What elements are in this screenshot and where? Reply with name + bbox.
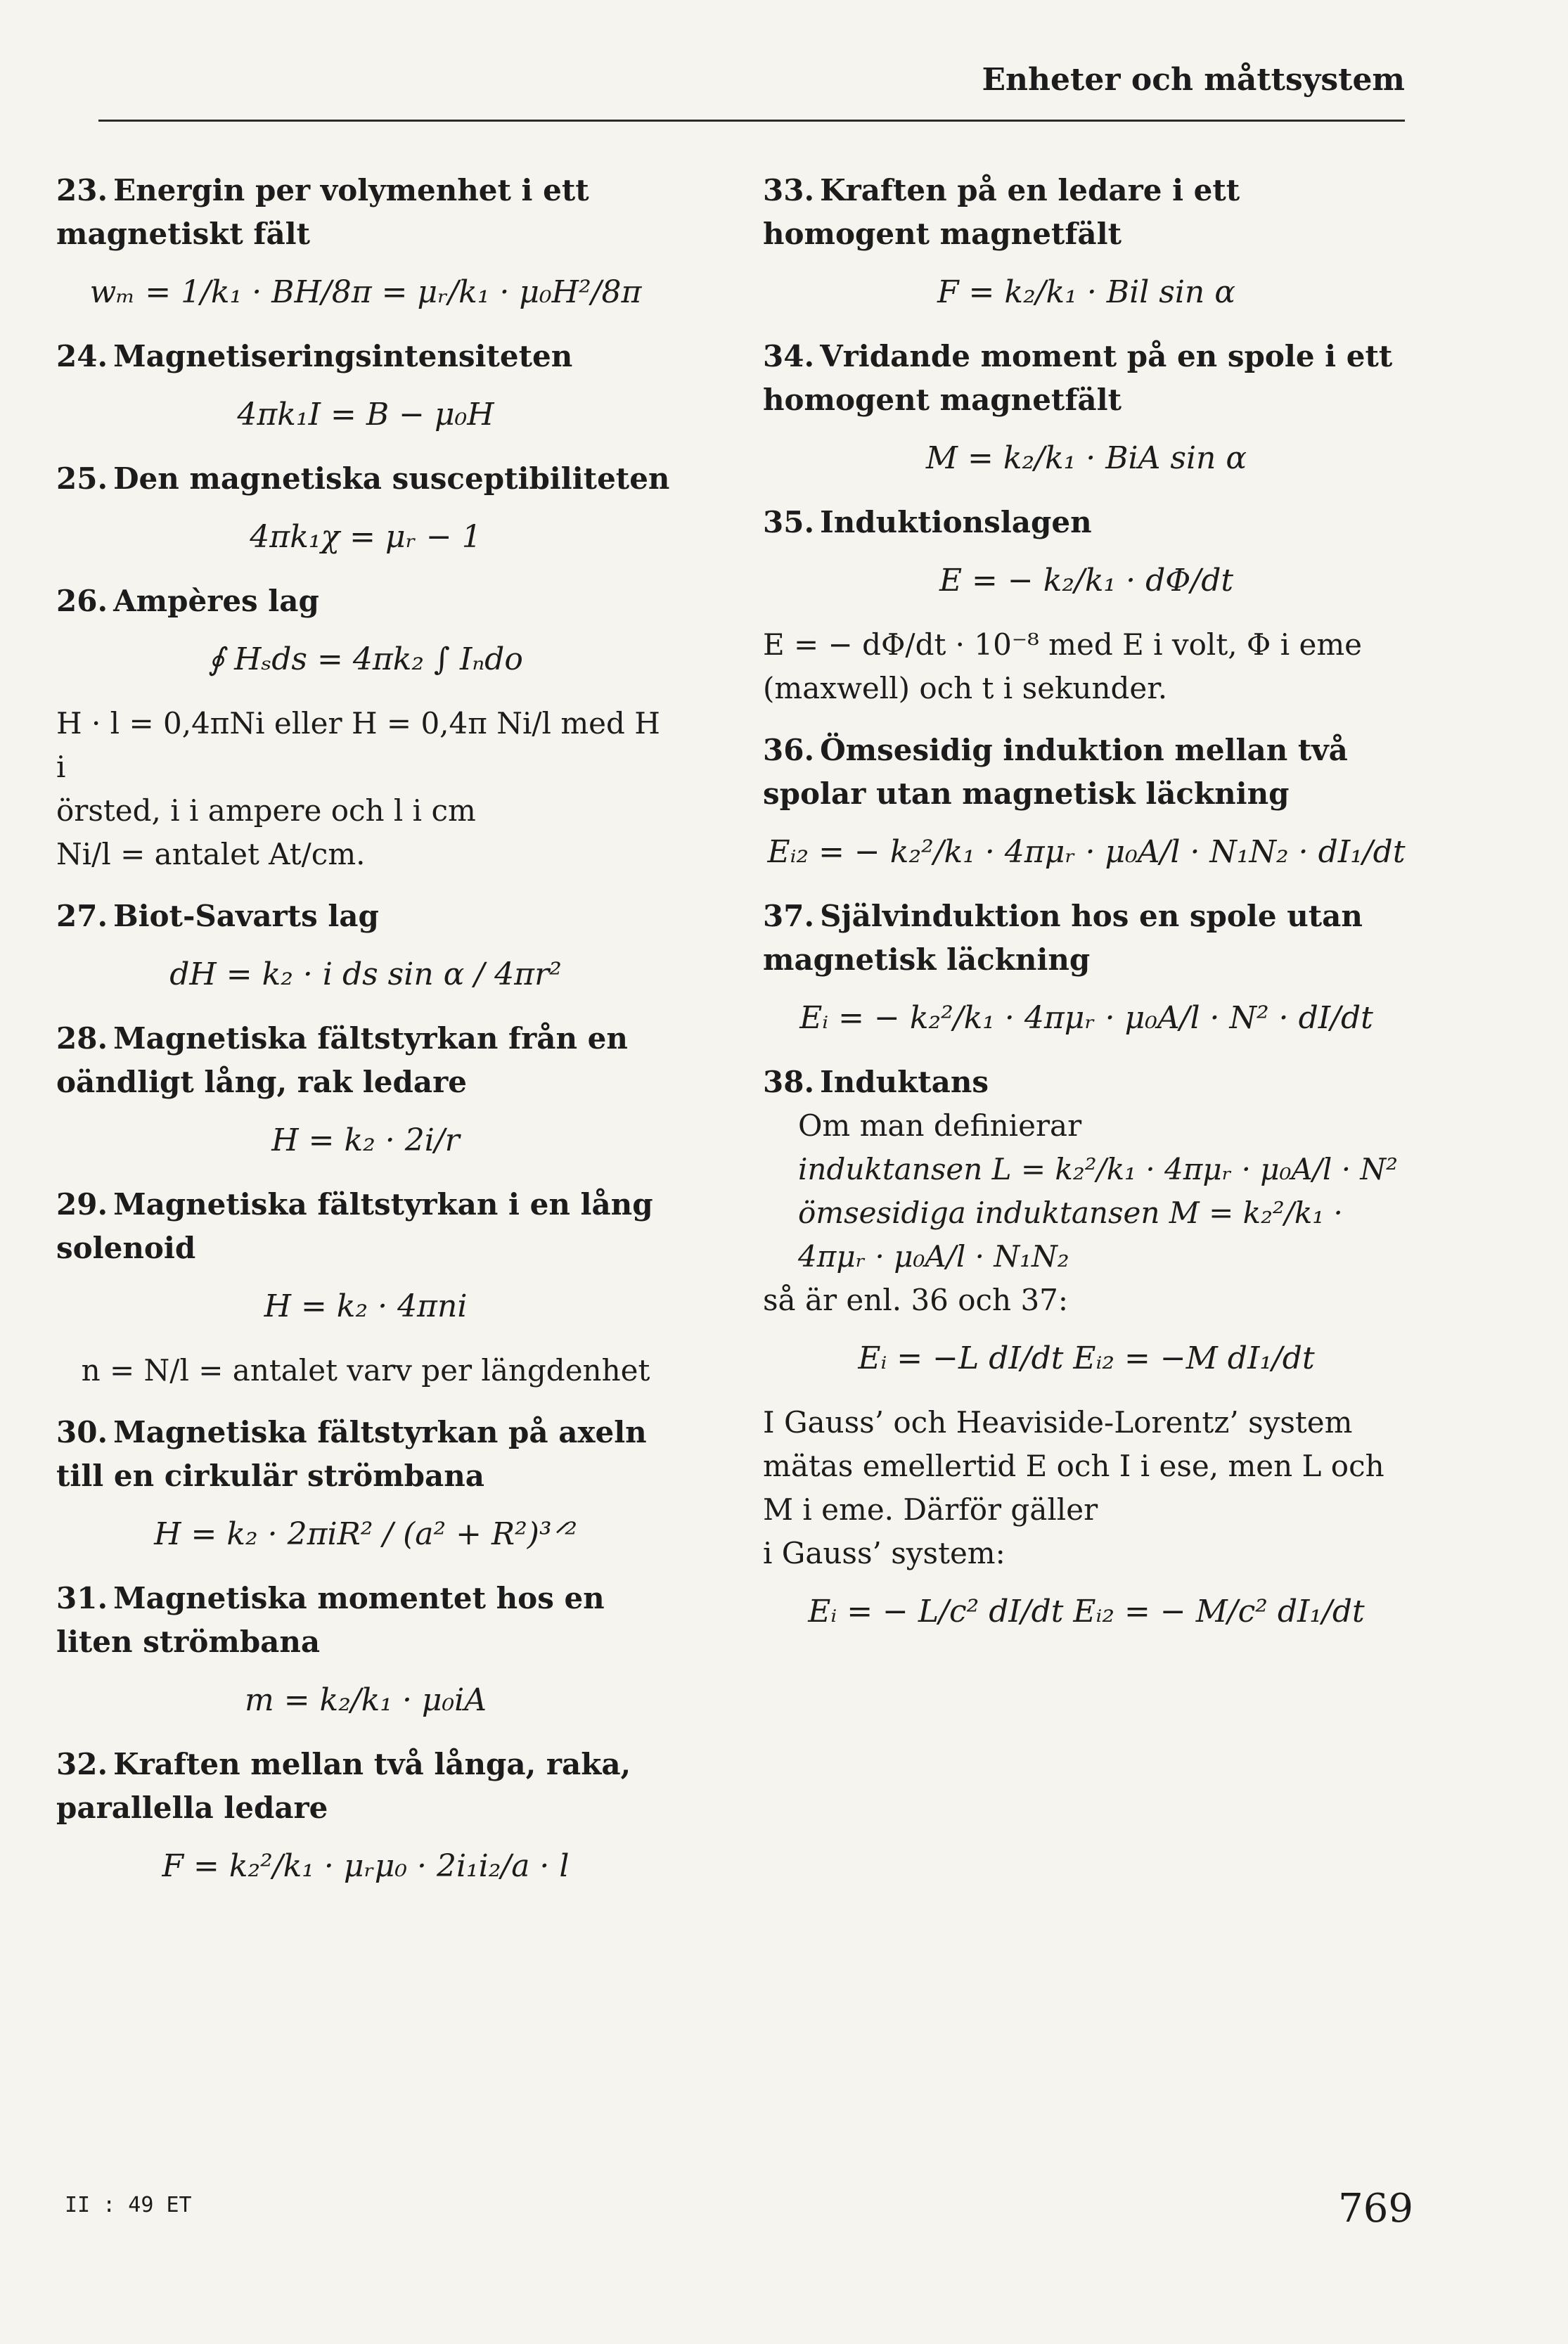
item-number: 37. (763, 899, 815, 933)
item-34 (763, 335, 1410, 480)
formula: Eᵢ = −L dI/dt Eᵢ₂ = −M dI₁/dt (858, 1340, 1315, 1376)
body-text: (maxwell) och t i sekunder. (763, 671, 1168, 705)
formula: H = k₂ · 4πni (264, 1288, 468, 1324)
formula: 4πk₁I = B − μ₀H (237, 397, 494, 433)
item-title: Kraften på en ledare i ett homogent magnetfält (763, 173, 1240, 251)
item-35 (763, 501, 1410, 710)
right-column (763, 169, 1410, 1654)
item-23 (56, 169, 675, 314)
formula: F = k₂/k₁ · Bil sin α (937, 274, 1235, 310)
item-title: Biot-Savarts lag (113, 899, 379, 933)
footer-code: II : 49 ET (65, 2193, 192, 2217)
item-33 (763, 169, 1410, 314)
item-title: Ömsesidig induktion mellan två spolar utan magnetisk läckning (763, 733, 1348, 811)
item-title: Induktionslagen (820, 505, 1092, 539)
item-title: Magnetiseringsintensiteten (113, 339, 573, 373)
item-37 (763, 895, 1410, 1039)
item-26 (56, 579, 675, 876)
body-text: örsted, i i ampere och l i cm (56, 793, 476, 828)
page-number: 769 (1338, 2186, 1413, 2231)
item-number: 25. (56, 461, 108, 496)
item-number: 32. (56, 1747, 108, 1781)
item-title: Kraften mellan två långa, raka, parallella ledare (56, 1747, 631, 1825)
item-title: Magnetiska fältstyrkan i en lång solenoid (56, 1187, 653, 1265)
item-title: Vridande moment på en spole i ett homogent magnetfält (763, 339, 1393, 417)
running-title: Enheter och måttsystem (982, 62, 1405, 98)
formula: H = k₂ · 2πiR² / (a² + R²)³ᐟ² (154, 1516, 577, 1552)
formula: H = k₂ · 2i/r (271, 1122, 460, 1158)
body-text: så är enl. 36 och 37: (763, 1283, 1069, 1317)
item-number: 31. (56, 1581, 108, 1615)
body-text: H · l = 0,4πNi eller H = 0,4π Ni/l med H i (56, 706, 660, 784)
item-title: Den magnetiska susceptibiliteten (113, 461, 670, 496)
item-31 (56, 1577, 675, 1722)
formula: Eᵢ = − L/c² dI/dt Eᵢ₂ = − M/c² dI₁/dt (808, 1594, 1365, 1629)
header-rule (98, 120, 1405, 122)
formula: 4πk₁χ = μᵣ − 1 (250, 519, 482, 555)
body-text: E = − dΦ/dt · 10⁻⁸ med E i volt, Φ i eme (763, 627, 1363, 662)
formula: ∮ Hₛds = 4πk₂ ∫ Iₙdo (208, 641, 523, 677)
body-text: Ni/l = antalet At/cm. (56, 837, 366, 871)
item-number: 35. (763, 505, 815, 539)
item-29 (56, 1183, 675, 1392)
formula: m = k₂/k₁ · μ₀iA (244, 1682, 487, 1718)
body-text: n = N/l = antalet varv per längdenhet (81, 1353, 650, 1388)
item-number: 34. (763, 339, 815, 373)
item-title: Magnetiska momentet hos en liten strömbana (56, 1581, 605, 1659)
item-30 (56, 1411, 675, 1556)
item-number: 26. (56, 584, 108, 618)
body-text: Om man definierar (798, 1108, 1082, 1143)
item-number: 30. (56, 1415, 108, 1449)
item-number: 24. (56, 339, 108, 373)
formula: M = k₂/k₁ · BiA sin α (925, 440, 1247, 476)
item-title: Ampères lag (113, 584, 319, 618)
item-title: Självinduktion hos en spole utan magnetisk läckning (763, 899, 1363, 977)
item-25 (56, 457, 675, 558)
body-text: i Gauss’ system: (763, 1536, 1005, 1570)
item-title: Magnetiska fältstyrkan från en oändligt lång, rak ledare (56, 1021, 628, 1099)
body-text: I Gauss’ och Heaviside-Lorentz’ system mätas emellertid E och I i ese, men L och M i eme. Därför gäller (763, 1405, 1384, 1527)
item-32 (56, 1743, 675, 1888)
body-text: ömsesidiga induktansen M = k₂²/k₁ · 4πμᵣ · μ₀A/l · N₁N₂ (798, 1196, 1343, 1274)
formula: E = − k₂/k₁ · dΦ/dt (939, 563, 1234, 598)
item-number: 28. (56, 1021, 108, 1056)
item-27 (56, 895, 675, 996)
body-text: induktansen L = k₂²/k₁ · 4πμᵣ · μ₀A/l · N² (798, 1152, 1398, 1186)
left-column (56, 169, 675, 1909)
item-number: 33. (763, 173, 815, 207)
item-number: 23. (56, 173, 108, 207)
item-number: 27. (56, 899, 108, 933)
item-title: Magnetiska fältstyrkan på axeln till en cirkulär strömbana (56, 1415, 647, 1493)
formula: Eᵢ₂ = − k₂²/k₁ · 4πμᵣ · μ₀A/l · N₁N₂ · dI₁/dt (767, 834, 1406, 870)
item-number: 29. (56, 1187, 108, 1222)
formula: wₘ = 1/k₁ · BH/8π = μᵣ/k₁ · μ₀H²/8π (89, 274, 642, 310)
formula: F = k₂²/k₁ · μᵣμ₀ · 2i₁i₂/a · l (162, 1848, 570, 1884)
item-title: Induktans (820, 1065, 989, 1099)
formula: Eᵢ = − k₂²/k₁ · 4πμᵣ · μ₀A/l · N² · dI/dt (799, 1000, 1373, 1036)
formula: dH = k₂ · i ds sin α / 4πr² (169, 956, 562, 992)
item-24 (56, 335, 675, 436)
item-36 (763, 729, 1410, 873)
item-38 (763, 1061, 1410, 1633)
item-28 (56, 1017, 675, 1162)
item-number: 38. (763, 1065, 815, 1099)
item-number: 36. (763, 733, 815, 767)
item-title: Energin per volymenhet i ett magnetiskt fält (56, 173, 589, 251)
